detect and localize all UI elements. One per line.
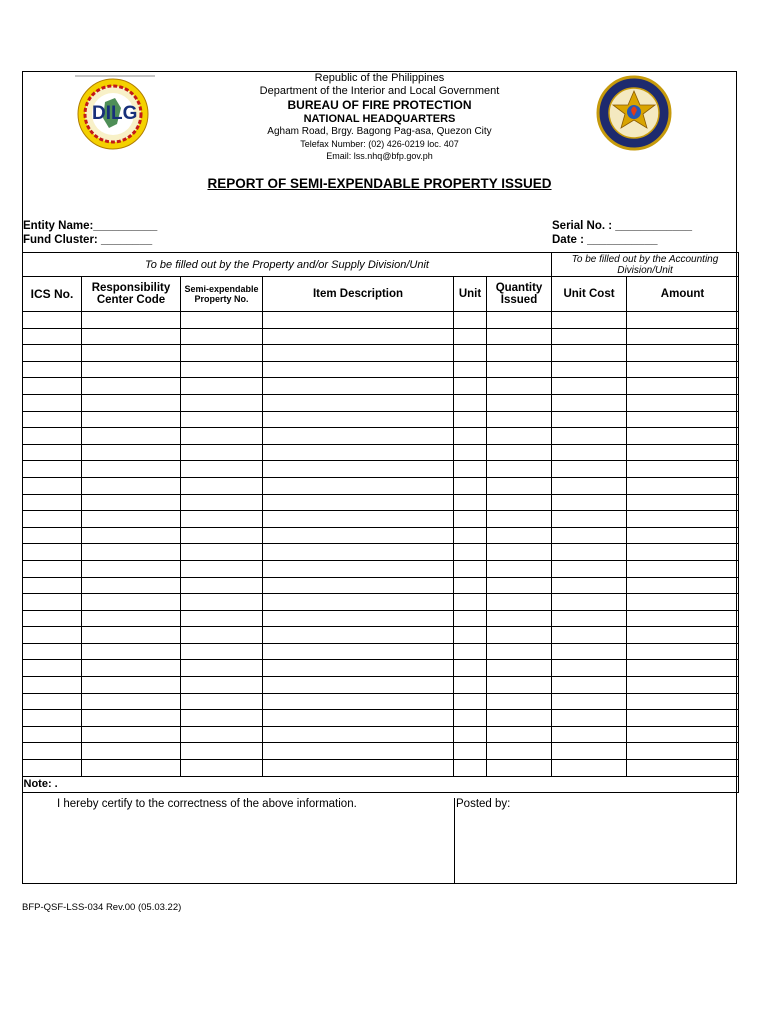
table-cell[interactable]	[82, 378, 181, 395]
table-cell[interactable]	[627, 477, 739, 494]
header-address: Agham Road, Brgy. Bagong Pag-asa, Quezon City	[267, 126, 492, 137]
table-row	[23, 394, 739, 411]
table-cell[interactable]	[82, 328, 181, 345]
table-cell[interactable]	[82, 710, 181, 727]
property-table	[22, 252, 739, 793]
table-cell[interactable]	[263, 494, 454, 511]
table-cell[interactable]	[627, 328, 739, 345]
table-cell[interactable]	[23, 693, 82, 710]
table-cell[interactable]	[552, 312, 627, 329]
table-cell[interactable]	[552, 411, 627, 428]
table-cell[interactable]	[23, 610, 82, 627]
table-cell[interactable]	[454, 627, 487, 644]
table-cell[interactable]	[454, 527, 487, 544]
table-cell[interactable]	[23, 461, 82, 478]
table-cell[interactable]	[82, 726, 181, 743]
table-cell[interactable]	[487, 394, 552, 411]
table-cell[interactable]	[627, 726, 739, 743]
table-cell[interactable]	[487, 345, 552, 362]
table-cell[interactable]	[552, 627, 627, 644]
table-cell[interactable]	[487, 477, 552, 494]
table-cell[interactable]	[454, 643, 487, 660]
table-cell[interactable]	[82, 444, 181, 461]
table-cell[interactable]	[181, 710, 263, 727]
table-cell[interactable]	[627, 594, 739, 611]
table-cell[interactable]	[487, 527, 552, 544]
table-cell[interactable]	[181, 544, 263, 561]
table-cell[interactable]	[552, 643, 627, 660]
table-cell[interactable]	[23, 312, 82, 329]
table-cell[interactable]	[181, 643, 263, 660]
table-cell[interactable]	[627, 461, 739, 478]
unit-cost-header: Unit Cost	[552, 277, 627, 312]
table-cell[interactable]	[23, 444, 82, 461]
table-cell[interactable]	[552, 710, 627, 727]
serial-no-field[interactable]: Serial No. : ____________	[552, 220, 693, 232]
certification-section	[22, 798, 738, 886]
quantity-issued-header: Quantity Issued	[487, 277, 552, 312]
table-cell[interactable]	[23, 428, 82, 445]
table-cell[interactable]	[23, 394, 82, 411]
table-cell[interactable]	[552, 760, 627, 777]
table-cell[interactable]	[454, 312, 487, 329]
table-cell[interactable]	[23, 494, 82, 511]
table-row	[23, 710, 739, 727]
table-cell[interactable]	[487, 328, 552, 345]
table-body	[23, 312, 739, 777]
entity-name-field[interactable]: Entity Name:__________	[23, 220, 158, 232]
table-cell[interactable]	[627, 627, 739, 644]
header-republic: Republic of the Philippines	[314, 72, 445, 84]
table-cell[interactable]	[487, 726, 552, 743]
table-cell[interactable]	[552, 560, 627, 577]
table-cell[interactable]	[181, 527, 263, 544]
column-header-row	[23, 277, 739, 312]
table-cell[interactable]	[181, 345, 263, 362]
table-cell[interactable]	[454, 511, 487, 528]
table-cell[interactable]	[82, 627, 181, 644]
table-cell[interactable]	[263, 660, 454, 677]
table-cell[interactable]	[181, 760, 263, 777]
table-cell[interactable]	[263, 760, 454, 777]
table-cell[interactable]	[552, 494, 627, 511]
table-cell[interactable]	[487, 444, 552, 461]
table-cell[interactable]	[181, 428, 263, 445]
table-cell[interactable]	[487, 660, 552, 677]
table-cell[interactable]	[454, 461, 487, 478]
table-cell[interactable]	[23, 361, 82, 378]
table-cell[interactable]	[454, 726, 487, 743]
table-row	[23, 544, 739, 561]
table-cell[interactable]	[82, 511, 181, 528]
table-cell[interactable]	[454, 594, 487, 611]
table-cell[interactable]	[181, 394, 263, 411]
table-row	[23, 660, 739, 677]
report-form-sheet	[22, 71, 737, 884]
table-cell[interactable]	[82, 760, 181, 777]
table-cell[interactable]	[552, 444, 627, 461]
table-cell[interactable]	[263, 544, 454, 561]
table-cell[interactable]	[82, 461, 181, 478]
table-cell[interactable]	[23, 560, 82, 577]
table-cell[interactable]	[181, 328, 263, 345]
table-row	[23, 643, 739, 660]
table-cell[interactable]	[487, 428, 552, 445]
table-cell[interactable]	[552, 378, 627, 395]
table-cell[interactable]	[263, 527, 454, 544]
table-cell[interactable]	[487, 643, 552, 660]
table-cell[interactable]	[487, 361, 552, 378]
table-cell[interactable]	[263, 461, 454, 478]
table-cell[interactable]	[552, 428, 627, 445]
table-cell[interactable]	[23, 328, 82, 345]
table-cell[interactable]	[181, 560, 263, 577]
table-cell[interactable]	[263, 411, 454, 428]
table-cell[interactable]	[263, 361, 454, 378]
table-row	[23, 677, 739, 694]
table-cell[interactable]	[454, 411, 487, 428]
table-cell[interactable]	[23, 710, 82, 727]
table-row	[23, 743, 739, 760]
section-accounting-label: To be filled out by the Accounting Division/Unit	[571, 253, 719, 276]
table-cell[interactable]	[454, 577, 487, 594]
table-cell[interactable]	[82, 411, 181, 428]
table-cell[interactable]	[552, 610, 627, 627]
table-cell[interactable]	[454, 345, 487, 362]
table-cell[interactable]	[181, 693, 263, 710]
table-cell[interactable]	[487, 411, 552, 428]
table-row	[23, 461, 739, 478]
table-cell[interactable]	[487, 461, 552, 478]
table-cell[interactable]	[454, 328, 487, 345]
table-row	[23, 345, 739, 362]
table-cell[interactable]	[627, 560, 739, 577]
header-email: Email: lss.nhq@bfp.gov.ph	[326, 151, 433, 161]
table-cell[interactable]	[552, 345, 627, 362]
table-cell[interactable]	[82, 394, 181, 411]
table-cell[interactable]	[552, 743, 627, 760]
table-row	[23, 361, 739, 378]
table-row	[23, 378, 739, 395]
table-row	[23, 577, 739, 594]
posted-by-label: Posted by:	[456, 798, 511, 810]
table-cell[interactable]	[627, 361, 739, 378]
table-cell[interactable]	[552, 726, 627, 743]
table-row	[23, 627, 739, 644]
table-cell[interactable]	[487, 560, 552, 577]
table-cell[interactable]	[627, 577, 739, 594]
table-cell[interactable]	[263, 560, 454, 577]
table-cell[interactable]	[487, 627, 552, 644]
table-cell[interactable]	[263, 627, 454, 644]
table-cell[interactable]	[23, 627, 82, 644]
table-row	[23, 494, 739, 511]
table-cell[interactable]	[263, 394, 454, 411]
header-telefax: Telefax Number: (02) 426-0219 loc. 407	[300, 139, 459, 149]
table-cell[interactable]	[23, 577, 82, 594]
table-cell[interactable]	[627, 710, 739, 727]
table-cell[interactable]	[552, 394, 627, 411]
table-cell[interactable]	[454, 660, 487, 677]
header-bureau: BUREAU OF FIRE PROTECTION	[287, 98, 472, 112]
table-cell[interactable]	[487, 693, 552, 710]
table-cell[interactable]	[181, 361, 263, 378]
table-cell[interactable]	[263, 328, 454, 345]
table-row	[23, 760, 739, 777]
table-cell[interactable]	[23, 660, 82, 677]
table-cell[interactable]	[552, 527, 627, 544]
table-cell[interactable]	[181, 577, 263, 594]
table-cell[interactable]	[82, 610, 181, 627]
table-cell[interactable]	[552, 328, 627, 345]
table-cell[interactable]	[627, 743, 739, 760]
table-cell[interactable]	[23, 345, 82, 362]
amount-header: Amount	[627, 277, 739, 312]
table-cell[interactable]	[627, 760, 739, 777]
table-cell[interactable]	[82, 560, 181, 577]
table-cell[interactable]	[23, 677, 82, 694]
table-row	[23, 693, 739, 710]
table-cell[interactable]	[263, 444, 454, 461]
header-department: Department of the Interior and Local Government	[259, 85, 500, 97]
posted-by-box[interactable]	[454, 798, 738, 884]
table-cell[interactable]	[82, 693, 181, 710]
item-description-header: Item Description	[263, 277, 454, 312]
table-cell[interactable]	[23, 760, 82, 777]
table-cell[interactable]	[181, 494, 263, 511]
table-cell[interactable]	[263, 511, 454, 528]
table-cell[interactable]	[82, 428, 181, 445]
table-cell[interactable]	[263, 643, 454, 660]
certification-box[interactable]	[22, 798, 455, 884]
table-cell[interactable]	[454, 710, 487, 727]
table-cell[interactable]	[23, 743, 82, 760]
table-cell[interactable]	[263, 345, 454, 362]
table-cell[interactable]	[454, 361, 487, 378]
table-cell[interactable]	[552, 594, 627, 611]
note-label[interactable]: Note: .	[23, 778, 58, 791]
table-cell[interactable]	[627, 394, 739, 411]
table-cell[interactable]	[82, 494, 181, 511]
table-cell[interactable]	[487, 312, 552, 329]
table-cell[interactable]	[487, 577, 552, 594]
table-cell[interactable]	[263, 378, 454, 395]
table-cell[interactable]	[82, 643, 181, 660]
table-cell[interactable]	[627, 643, 739, 660]
table-cell[interactable]	[23, 411, 82, 428]
note-row	[23, 776, 739, 792]
table-cell[interactable]	[82, 677, 181, 694]
table-cell[interactable]	[627, 378, 739, 395]
table-cell[interactable]	[487, 677, 552, 694]
table-cell[interactable]	[263, 594, 454, 611]
semi-expendable-property-no-header: Semi-expendable Property No.	[181, 277, 263, 312]
table-cell[interactable]	[552, 577, 627, 594]
table-cell[interactable]	[454, 494, 487, 511]
table-cell[interactable]	[82, 743, 181, 760]
table-cell[interactable]	[181, 660, 263, 677]
table-cell[interactable]	[181, 511, 263, 528]
table-cell[interactable]	[627, 544, 739, 561]
table-cell[interactable]	[627, 345, 739, 362]
table-cell[interactable]	[487, 743, 552, 760]
table-cell[interactable]	[23, 643, 82, 660]
table-cell[interactable]	[487, 494, 552, 511]
table-cell[interactable]	[263, 677, 454, 694]
table-cell[interactable]	[23, 544, 82, 561]
table-cell[interactable]	[263, 726, 454, 743]
table-cell[interactable]	[627, 411, 739, 428]
table-cell[interactable]	[181, 677, 263, 694]
form-title: REPORT OF SEMI-EXPENDABLE PROPERTY ISSUED	[207, 176, 552, 191]
dilg-logo-text: DILG	[92, 103, 138, 124]
table-cell[interactable]	[263, 428, 454, 445]
table-row	[23, 477, 739, 494]
table-cell[interactable]	[23, 477, 82, 494]
table-cell[interactable]	[627, 444, 739, 461]
table-cell[interactable]	[627, 511, 739, 528]
table-cell[interactable]	[82, 577, 181, 594]
table-cell[interactable]	[263, 693, 454, 710]
table-cell[interactable]	[82, 544, 181, 561]
table-cell[interactable]	[263, 743, 454, 760]
table-cell[interactable]	[82, 312, 181, 329]
table-row	[23, 560, 739, 577]
section-property-label: To be filled out by the Property and/or Supply Division/Unit	[145, 258, 429, 271]
table-row	[23, 312, 739, 329]
table-cell[interactable]	[552, 511, 627, 528]
table-cell[interactable]	[82, 361, 181, 378]
table-cell[interactable]	[82, 345, 181, 362]
table-row	[23, 511, 739, 528]
table-cell[interactable]	[263, 710, 454, 727]
ics-no-header: ICS No.	[23, 277, 82, 312]
table-row	[23, 594, 739, 611]
table-cell[interactable]	[82, 660, 181, 677]
table-cell[interactable]	[454, 378, 487, 395]
table-cell[interactable]	[487, 760, 552, 777]
header-national-hq: NATIONAL HEADQUARTERS	[303, 113, 456, 125]
table-cell[interactable]	[23, 527, 82, 544]
table-cell[interactable]	[552, 677, 627, 694]
table-cell[interactable]	[487, 594, 552, 611]
table-cell[interactable]	[454, 760, 487, 777]
table-cell[interactable]	[23, 726, 82, 743]
table-row	[23, 610, 739, 627]
table-row	[23, 328, 739, 345]
table-cell[interactable]	[454, 544, 487, 561]
table-cell[interactable]	[181, 461, 263, 478]
table-cell[interactable]	[487, 511, 552, 528]
table-cell[interactable]	[181, 610, 263, 627]
table-cell[interactable]	[23, 511, 82, 528]
table-cell[interactable]	[82, 477, 181, 494]
table-cell[interactable]	[627, 677, 739, 694]
table-cell[interactable]	[627, 610, 739, 627]
table-cell[interactable]	[82, 594, 181, 611]
certification-statement: I hereby certify to the correctness of the above information.	[57, 798, 357, 810]
table-cell[interactable]	[454, 444, 487, 461]
table-cell[interactable]	[487, 378, 552, 395]
table-cell[interactable]	[181, 378, 263, 395]
unit-header: Unit	[454, 277, 487, 312]
table-cell[interactable]	[552, 693, 627, 710]
table-cell[interactable]	[627, 494, 739, 511]
table-cell[interactable]	[181, 594, 263, 611]
table-cell[interactable]	[263, 577, 454, 594]
section-accounting-header	[552, 253, 739, 277]
table-cell[interactable]	[627, 312, 739, 329]
table-cell[interactable]	[454, 693, 487, 710]
table-cell[interactable]	[23, 378, 82, 395]
table-cell[interactable]	[627, 693, 739, 710]
table-row	[23, 527, 739, 544]
table-cell[interactable]	[552, 477, 627, 494]
table-cell[interactable]	[181, 477, 263, 494]
table-cell[interactable]	[627, 428, 739, 445]
date-field[interactable]: Date : ___________	[552, 234, 658, 246]
table-cell[interactable]	[181, 312, 263, 329]
table-cell[interactable]	[23, 594, 82, 611]
table-cell[interactable]	[454, 477, 487, 494]
table-cell[interactable]	[181, 444, 263, 461]
table-cell[interactable]	[82, 527, 181, 544]
table-cell[interactable]	[627, 660, 739, 677]
table-cell[interactable]	[454, 394, 487, 411]
table-cell[interactable]	[454, 677, 487, 694]
table-cell[interactable]	[263, 610, 454, 627]
table-cell[interactable]	[181, 411, 263, 428]
table-cell[interactable]	[552, 660, 627, 677]
table-cell[interactable]	[181, 627, 263, 644]
section-property-header	[23, 253, 552, 277]
table-row	[23, 444, 739, 461]
table-cell[interactable]	[181, 743, 263, 760]
table-cell[interactable]	[552, 461, 627, 478]
fund-cluster-field[interactable]: Fund Cluster: ________	[23, 234, 153, 246]
table-cell[interactable]	[454, 610, 487, 627]
table-cell[interactable]	[552, 361, 627, 378]
responsibility-center-code-header: Responsibility Center Code	[82, 277, 181, 312]
table-row	[23, 726, 739, 743]
table-row	[23, 428, 739, 445]
table-cell[interactable]	[487, 610, 552, 627]
table-cell[interactable]	[454, 428, 487, 445]
table-cell[interactable]	[627, 527, 739, 544]
table-cell[interactable]	[487, 544, 552, 561]
form-code-footer: BFP-QSF-LSS-034 Rev.00 (05.03.22)	[22, 902, 182, 913]
table-row	[23, 411, 739, 428]
table-cell[interactable]	[454, 743, 487, 760]
table-cell[interactable]	[181, 726, 263, 743]
table-cell[interactable]	[263, 312, 454, 329]
table-cell[interactable]	[552, 544, 627, 561]
table-cell[interactable]	[454, 560, 487, 577]
table-cell[interactable]	[487, 710, 552, 727]
table-cell[interactable]	[263, 477, 454, 494]
